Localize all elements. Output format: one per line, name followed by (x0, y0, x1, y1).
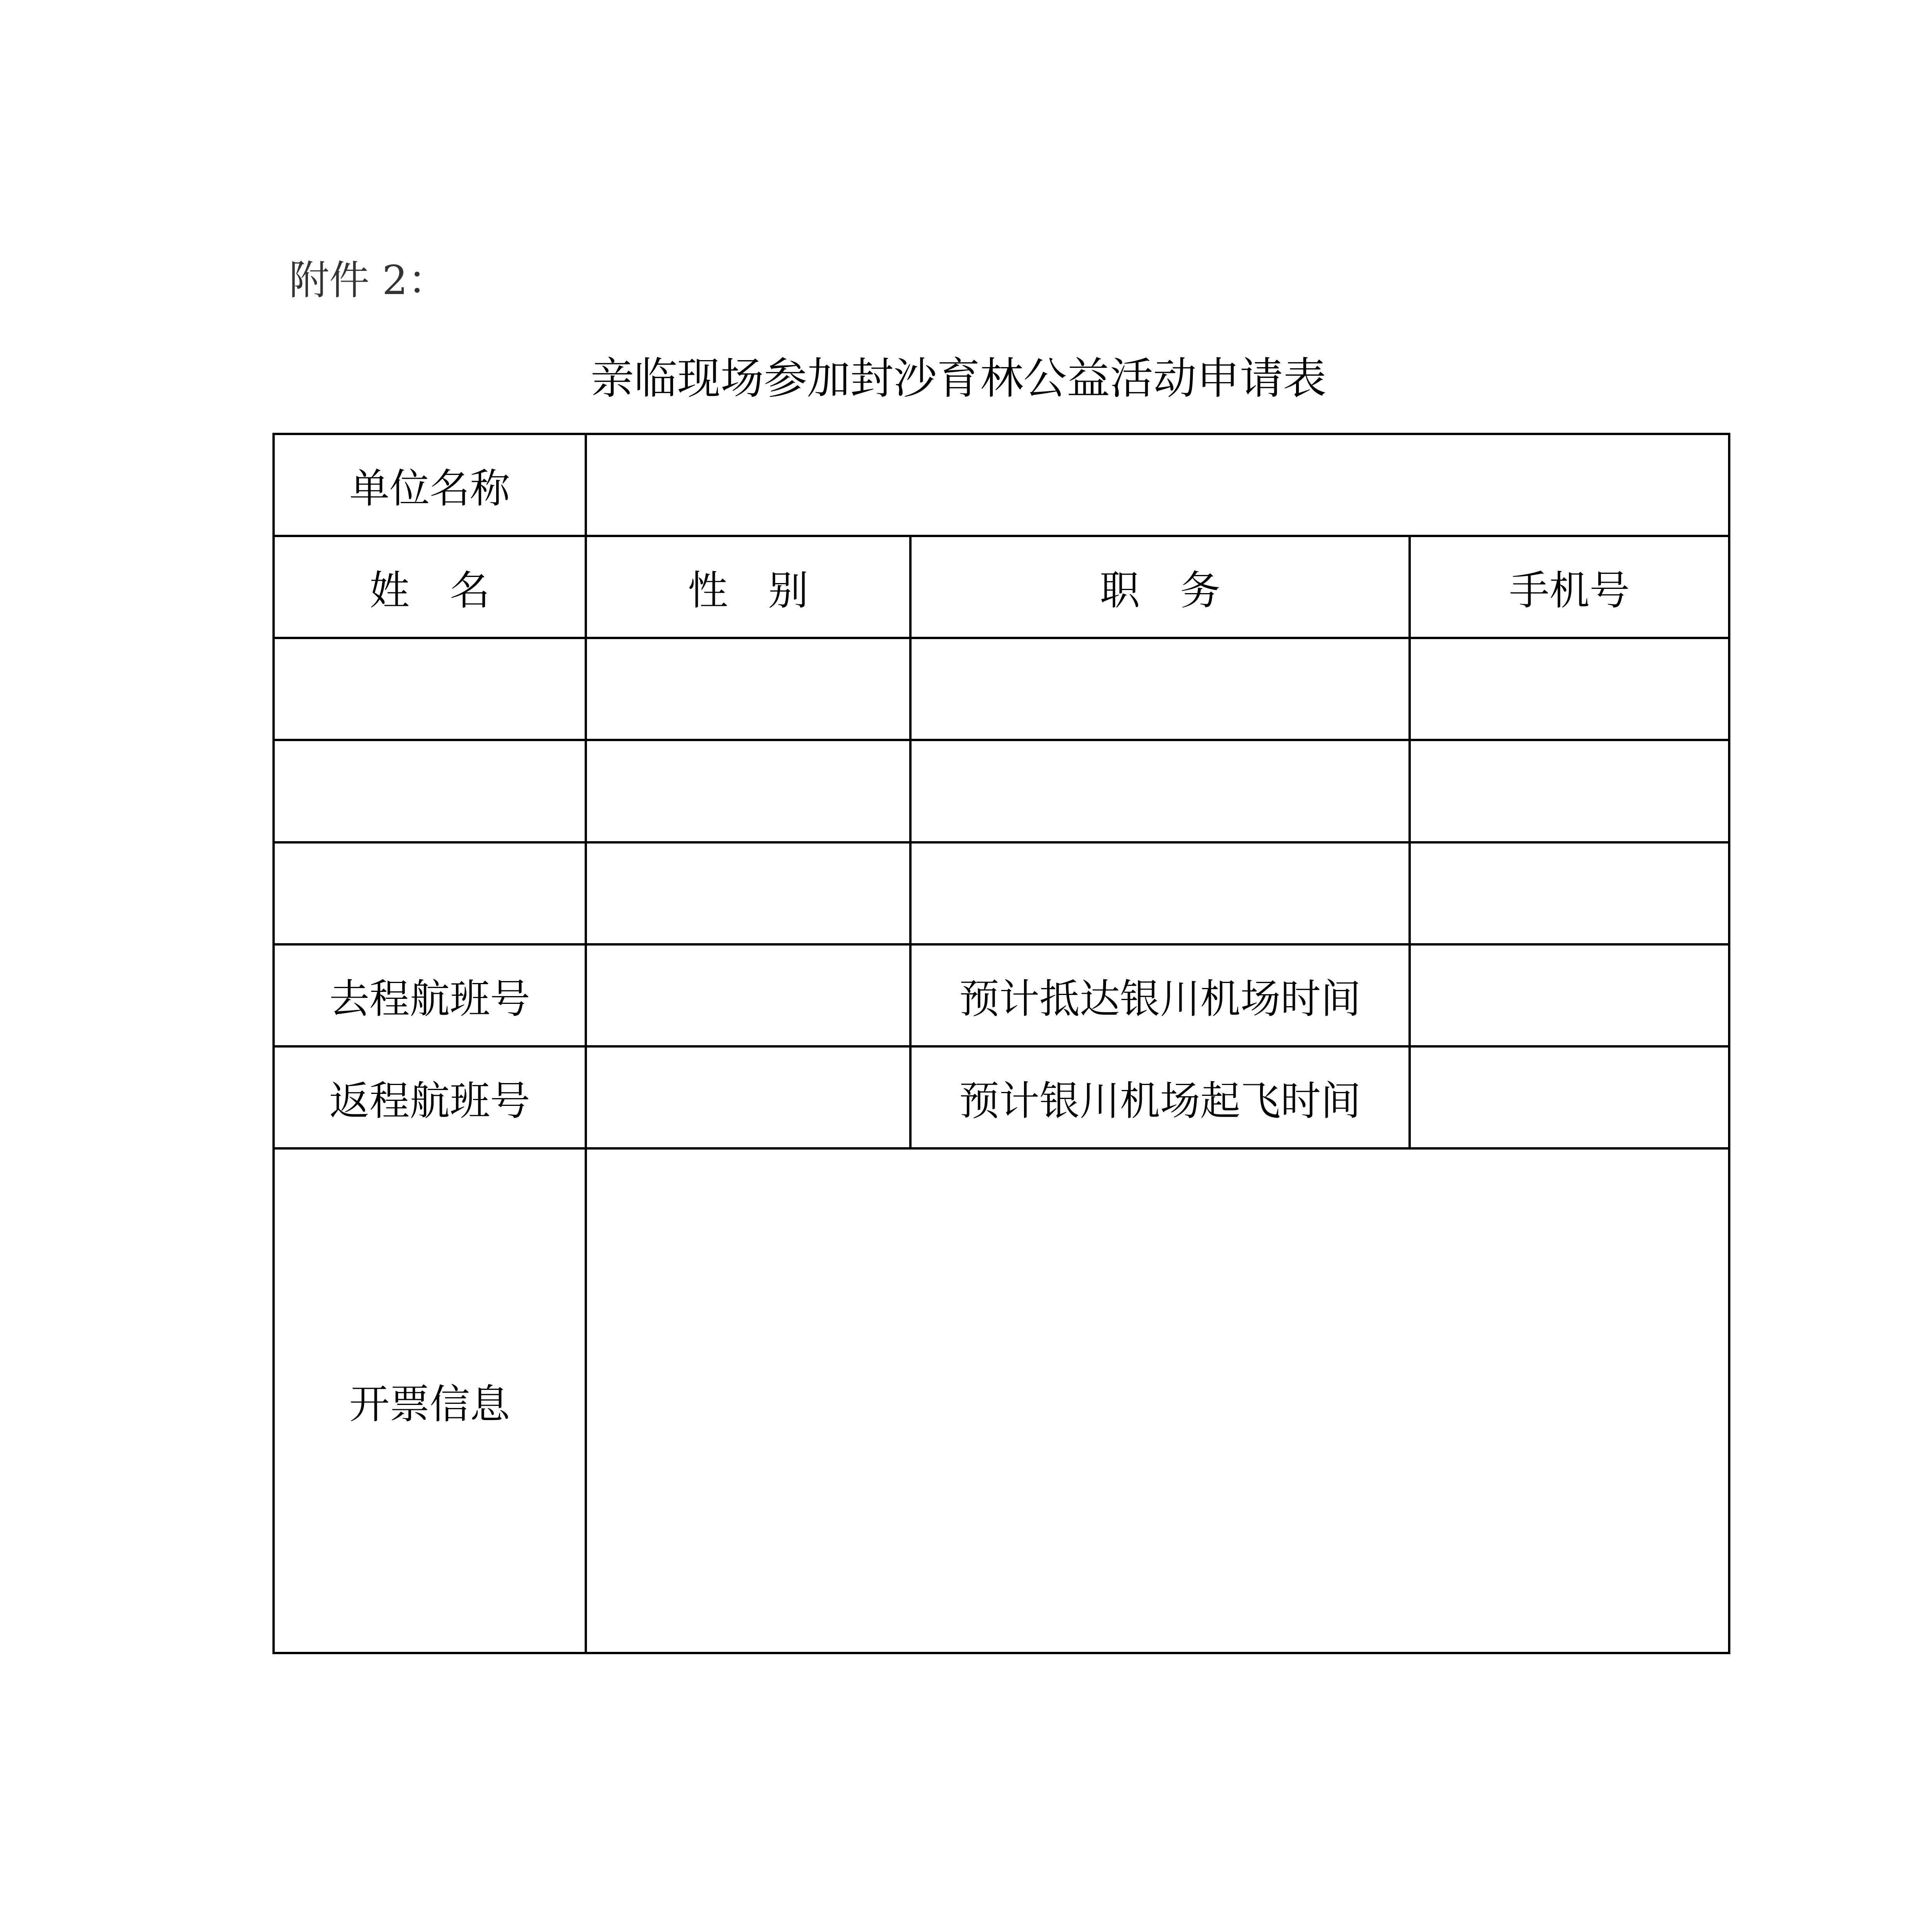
arrival-time-field[interactable] (1410, 944, 1729, 1046)
gender-field[interactable] (586, 638, 910, 740)
position-field[interactable] (910, 638, 1410, 740)
invoice-info-label: 开票信息 (274, 1148, 586, 1653)
phone-field[interactable] (1410, 638, 1729, 740)
column-header-gender: 性 别 (586, 536, 910, 638)
return-flight-field[interactable] (586, 1046, 910, 1148)
unit-name-row (274, 434, 1729, 536)
return-flight-label: 返程航班号 (274, 1046, 586, 1148)
outbound-flight-field[interactable] (586, 944, 910, 1046)
name-field[interactable] (274, 740, 586, 842)
phone-field[interactable] (1410, 740, 1729, 842)
column-header-name: 姓 名 (274, 536, 586, 638)
application-form-table (272, 433, 1730, 1654)
position-field[interactable] (910, 842, 1410, 944)
unit-name-field[interactable] (586, 434, 1729, 536)
column-header-position: 职 务 (910, 536, 1410, 638)
table-row (274, 740, 1729, 842)
table-row (274, 638, 1729, 740)
header-row (274, 536, 1729, 638)
phone-field[interactable] (1410, 842, 1729, 944)
position-field[interactable] (910, 740, 1410, 842)
table-row (274, 842, 1729, 944)
return-flight-row (274, 1046, 1729, 1148)
departure-time-label: 预计银川机场起飞时间 (910, 1046, 1410, 1148)
outbound-flight-label: 去程航班号 (274, 944, 586, 1046)
name-field[interactable] (274, 638, 586, 740)
unit-name-label: 单位名称 (274, 434, 586, 536)
invoice-info-field[interactable] (586, 1148, 1729, 1653)
gender-field[interactable] (586, 842, 910, 944)
arrival-time-label: 预计抵达银川机场时间 (910, 944, 1410, 1046)
column-header-phone: 手机号 (1410, 536, 1729, 638)
gender-field[interactable] (586, 740, 910, 842)
outbound-flight-row (274, 944, 1729, 1046)
invoice-info-row (274, 1148, 1729, 1653)
name-field[interactable] (274, 842, 586, 944)
form-title: 亲临现场参加封沙育林公益活动申请表 (590, 354, 1327, 404)
attachment-label: 附件 2： (289, 257, 448, 304)
departure-time-field[interactable] (1410, 1046, 1729, 1148)
